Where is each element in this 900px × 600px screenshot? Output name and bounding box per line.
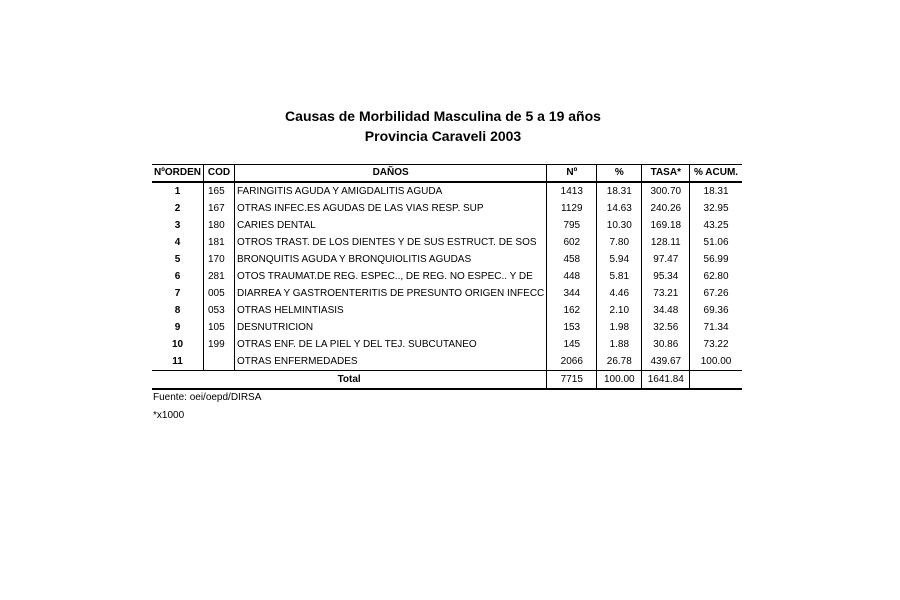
cell-n: 458 — [547, 251, 597, 268]
cell-pct: 1.88 — [597, 336, 642, 353]
cell-tasa: 240.26 — [642, 200, 690, 217]
total-tasa: 1641.84 — [642, 371, 690, 390]
cell-tasa: 169.18 — [642, 217, 690, 234]
table-row — [152, 336, 742, 353]
total-n: 7715 — [547, 371, 597, 390]
cell-tasa: 73.21 — [642, 285, 690, 302]
cell-danos: BRONQUITIS AGUDA Y BRONQUIOLITIS AGUDAS — [235, 251, 547, 268]
cell-pct: 10.30 — [597, 217, 642, 234]
table-row — [152, 217, 742, 234]
total-label: Total — [152, 371, 547, 390]
cell-n: 344 — [547, 285, 597, 302]
cell-cod: 180 — [204, 217, 235, 234]
cell-cod: 005 — [204, 285, 235, 302]
cell-pct: 1.98 — [597, 319, 642, 336]
morbidity-table — [152, 164, 742, 390]
header-tasa: TASA* — [642, 165, 690, 183]
cell-danos: OTRAS INFEC.ES AGUDAS DE LAS VIAS RESP. SUP — [235, 200, 547, 217]
cell-danos: OTRAS ENF. DE LA PIEL Y DEL TEJ. SUBCUTANEO — [235, 336, 547, 353]
cell-n: 1413 — [547, 182, 597, 200]
cell-danos: FARINGITIS AGUDA Y AMIGDALITIS AGUDA — [235, 182, 547, 200]
cell-pct: 26.78 — [597, 353, 642, 371]
cell-pct: 18.31 — [597, 182, 642, 200]
cell-n: 153 — [547, 319, 597, 336]
cell-orden: 1 — [174, 186, 181, 197]
table-row — [152, 285, 742, 302]
cell-cod: 105 — [204, 319, 235, 336]
cell-pct: 2.10 — [597, 302, 642, 319]
cell-n: 145 — [547, 336, 597, 353]
cell-orden: 5 — [174, 254, 181, 265]
cell-acum: 73.22 — [690, 336, 742, 353]
cell-danos: DESNUTRICION — [235, 319, 547, 336]
cell-pct: 5.94 — [597, 251, 642, 268]
cell-orden: 10 — [171, 339, 184, 350]
cell-orden: 3 — [174, 220, 181, 231]
cell-danos: CARIES DENTAL — [235, 217, 547, 234]
header-orden: NºORDEN — [152, 165, 204, 183]
total-row — [152, 371, 742, 390]
cell-danos: OTOS TRAUMAT.DE REG. ESPEC.., DE REG. NO ESPEC.. Y DE — [235, 268, 547, 285]
cell-tasa: 95.34 — [642, 268, 690, 285]
cell-n: 448 — [547, 268, 597, 285]
cell-n: 162 — [547, 302, 597, 319]
cell-cod: 167 — [204, 200, 235, 217]
cell-tasa: 300.70 — [642, 182, 690, 200]
header-pct: % — [597, 165, 642, 183]
cell-orden: 8 — [174, 305, 181, 316]
cell-tasa: 439.67 — [642, 353, 690, 371]
cell-danos: OTROS TRAST. DE LOS DIENTES Y DE SUS ESTRUCT. DE SOS — [235, 234, 547, 251]
cell-tasa: 97.47 — [642, 251, 690, 268]
cell-danos: OTRAS HELMINTIASIS — [235, 302, 547, 319]
header-danos: DAÑOS — [235, 165, 547, 183]
cell-danos: OTRAS ENFERMEDADES — [235, 353, 547, 371]
cell-n: 1129 — [547, 200, 597, 217]
cell-tasa: 128.11 — [642, 234, 690, 251]
cell-n: 795 — [547, 217, 597, 234]
cell-pct: 5.81 — [597, 268, 642, 285]
cell-tasa: 34.48 — [642, 302, 690, 319]
cell-n: 2066 — [547, 353, 597, 371]
total-acum — [690, 371, 742, 390]
cell-acum: 56.99 — [690, 251, 742, 268]
cell-cod: 181 — [204, 234, 235, 251]
cell-acum: 43.25 — [690, 217, 742, 234]
cell-acum: 69.36 — [690, 302, 742, 319]
cell-pct: 7.80 — [597, 234, 642, 251]
cell-tasa: 30.86 — [642, 336, 690, 353]
table-row — [152, 251, 742, 268]
cell-n: 602 — [547, 234, 597, 251]
header-n: Nº — [547, 165, 597, 183]
cell-cod: 170 — [204, 251, 235, 268]
cell-cod — [204, 353, 235, 371]
cell-orden: 4 — [174, 237, 181, 248]
table-row — [152, 353, 742, 371]
header-row — [152, 165, 742, 183]
cell-orden: 9 — [174, 322, 181, 333]
cell-acum: 71.34 — [690, 319, 742, 336]
header-cod: COD — [204, 165, 235, 183]
cell-orden: 6 — [174, 271, 181, 282]
cell-orden: 2 — [174, 203, 181, 214]
source-footnote: Fuente: oei/oepd/DIRSA — [153, 392, 262, 403]
total-pct: 100.00 — [597, 371, 642, 390]
cell-acum: 18.31 — [690, 182, 742, 200]
table-row — [152, 200, 742, 217]
table-row — [152, 182, 742, 200]
cell-cod: 053 — [204, 302, 235, 319]
table-title: Causas de Morbilidad Masculina de 5 a 19 años — [285, 108, 601, 124]
cell-orden: 7 — [174, 288, 181, 299]
rate-footnote: *x1000 — [153, 410, 185, 421]
cell-cod: 165 — [204, 182, 235, 200]
cell-pct: 14.63 — [597, 200, 642, 217]
cell-pct: 4.46 — [597, 285, 642, 302]
table-row — [152, 234, 742, 251]
cell-cod: 281 — [204, 268, 235, 285]
table-row — [152, 268, 742, 285]
cell-acum: 62.80 — [690, 268, 742, 285]
table-subtitle: Provincia Caraveli 2003 — [364, 128, 522, 144]
cell-acum: 100.00 — [690, 353, 742, 371]
cell-danos: DIARREA Y GASTROENTERITIS DE PRESUNTO ORIGEN INFECC — [235, 285, 547, 302]
cell-acum: 67.26 — [690, 285, 742, 302]
table-row — [152, 302, 742, 319]
header-acum: % ACUM. — [690, 165, 742, 183]
table-row — [152, 319, 742, 336]
cell-acum: 32.95 — [690, 200, 742, 217]
cell-tasa: 32.56 — [642, 319, 690, 336]
cell-orden: 11 — [172, 356, 183, 367]
cell-cod: 199 — [204, 336, 235, 353]
cell-acum: 51.06 — [690, 234, 742, 251]
